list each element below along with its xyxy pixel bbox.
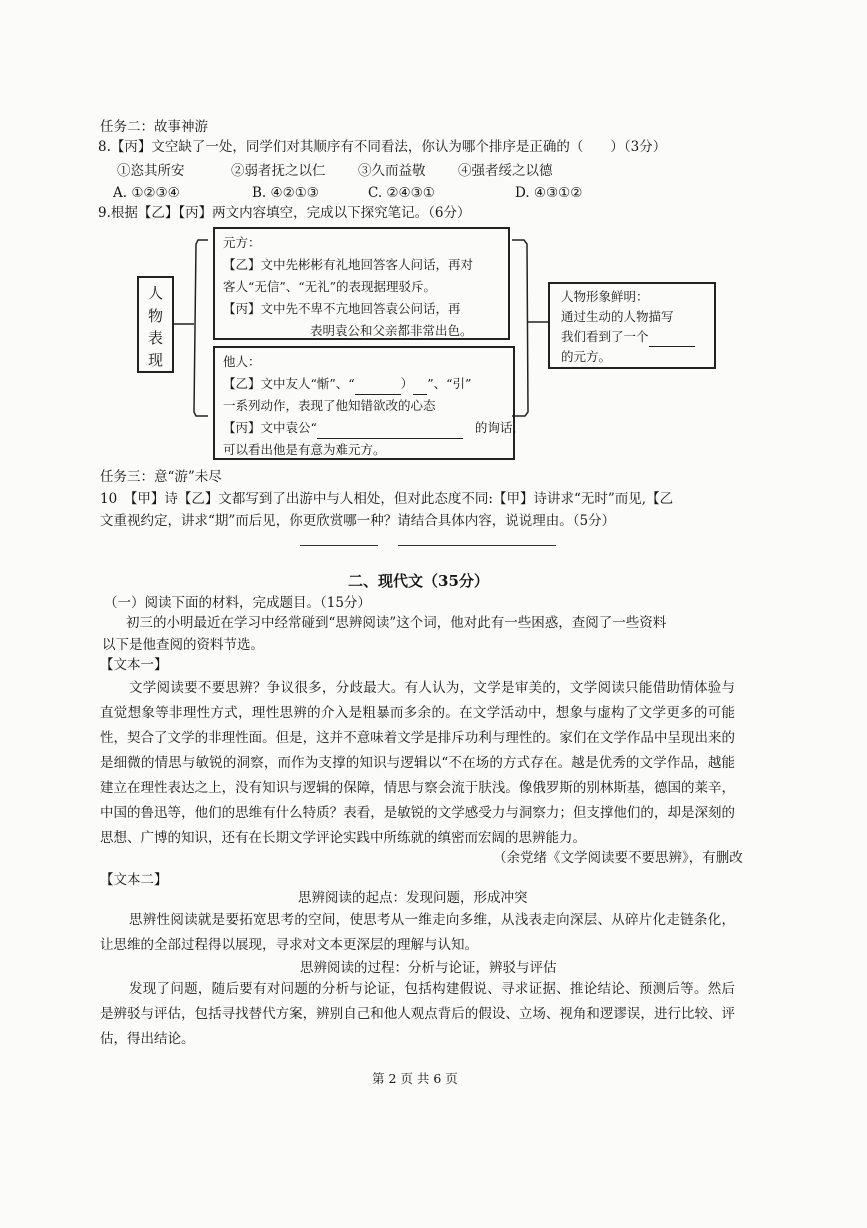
- section2-title: 二、现代文（35分）: [348, 572, 489, 590]
- q8-option-c: C. ②④③①: [368, 185, 435, 201]
- yuanfang-box: [213, 227, 510, 340]
- yuanfang-heading: 元方：: [223, 235, 261, 250]
- text1-body: 文学阅读要不要思辨？争议很多，分歧最大。有人认为，文学是审美的，文学阅读只能借助情体验与直觉想象等非理性方式，理性思辨的介入是粗暴而多余的。在文学活动中，想象与虚构了文学更多的可能性，契合了文学的非理性面。但是，这并不意味着文学是排斥功利与理性的。家们在文学作品中呈现出来的是细微的情思与敏锐的洞察，而作为支撑的知识与逻辑以“不在场的方式存在。越是优秀的文学作品，越能建立在理性表达之上，没有知识与逻辑的保障，情思与察会流于肤浅。像俄罗斯的别林斯基，德国的莱辛，中国的鲁迅等，他们的思维有什么特质？表看，是敏锐的文学感受力与洞察力；但支撑他们的，却是深刻的思想、广博的知识，还有在长期文学评论实践中所练就的缜密而宏阔的思辨能力。: [100, 680, 735, 846]
- divider-left: [300, 545, 378, 546]
- page-number: 第 2 页 共 6 页: [372, 1071, 458, 1086]
- yuanfang-line-4: 表明袁公和父亲都非常出色。: [310, 323, 473, 338]
- character-portrayal-label-box: [137, 276, 174, 373]
- q8-options: [113, 183, 582, 203]
- q8-option-d: D. ④③①②: [515, 185, 583, 201]
- q10-line-2: 文重视约定，讲求“期”而后见，你更欣赏哪一种？请结合具体内容，说说理由。（5分）: [100, 513, 616, 529]
- q8-item-3: ③久而益敬: [358, 163, 426, 179]
- text1-source: （余党绪《文学阅读要不要思辨》，有删改: [493, 850, 743, 866]
- character-image-box: [548, 282, 716, 369]
- others-line-4: 可以看出他是有意为难元方。: [223, 442, 386, 457]
- text2-subheading-2: 思辨阅读的过程：分析与论证，辨驳与评估: [300, 960, 557, 976]
- others-heading: 他人：: [223, 354, 261, 369]
- q10-line-1: 10 【甲】诗【乙】文都写到了出游中与人相处，但对此态度不同:【甲】诗讲求“无时”而见,【乙: [100, 491, 674, 507]
- yuanfang-line-1: 【乙】文中先彬彬有礼地回答客人问话，再对: [223, 257, 474, 272]
- q8-option-b: B. ④②①③: [252, 185, 319, 201]
- left-label-char-1: 人: [147, 284, 163, 302]
- left-label-char-4: 现: [147, 351, 163, 369]
- divider-right: [398, 545, 556, 546]
- left-label-char-2: 物: [147, 307, 163, 325]
- text2-paragraph-1: 思辨性阅读就是要拓宽思考的空间，使思考从一维走向多维，从浅表走向深层、从碎片化走链条化，让思维的全部过程得以展现，寻求对文本更深层的理解与认知。: [100, 912, 735, 953]
- q8-stem: 8.【丙】文空缺了一处，同学们对其顺序有不同看法，你认为哪个排序是正确的（ ）（3分）: [98, 139, 667, 155]
- image-line-4: 的元方。: [561, 349, 612, 364]
- task2-title: 任务二：故事神游: [100, 119, 208, 135]
- image-line-3: 我们看到了一个: [561, 327, 703, 347]
- image-line-2: 通过生动的人物描写: [561, 309, 674, 324]
- part1-heading: （一）阅读下面的材料，完成题目。（15分）: [104, 595, 371, 611]
- text2-paragraph-2: 发现了问题，随后要有对问题的分析与论证，包括构建假说、寻求证据、推论结论、预测后等。然后是辨驳与评估，包括寻找替代方案，辨别自己和他人观点背后的假设、立场、视角和逻谬误，进行比较、评估，得出结论。: [100, 981, 735, 1047]
- q8-item-2: ②弱者抚之以仁: [231, 163, 326, 179]
- text2-label: 【文本二】: [100, 872, 168, 888]
- others-line-2: 一系列动作，表现了他知错欲改的心态: [223, 398, 436, 413]
- image-line-1: 人物形象鲜明：: [561, 289, 649, 304]
- answer-blank-image[interactable]: [649, 346, 695, 347]
- task3-title: 任务三：意“游”未尽: [100, 469, 222, 485]
- q9-stem: 9.根据【乙】【丙】两文内容填空，完成以下探究笔记。（6分）: [98, 205, 471, 221]
- others-box: [213, 346, 525, 460]
- text2-subheading-1: 思辨阅读的起点：发现问题，形成冲突: [298, 890, 528, 906]
- yuanfang-line-2: 客人“无信”、“无礼”的表现据理驳斥。: [223, 279, 437, 294]
- others-line-3: 【丙】文中袁公“ 的询话，: [223, 417, 505, 439]
- q8-item-4: ④强者绥之以德: [458, 163, 553, 179]
- left-label-char-3: 表: [147, 329, 163, 347]
- text1-label: 【文本一】: [100, 657, 168, 673]
- yuanfang-line-3: 【丙】文中先不卑不亢地回答袁公问话，再: [223, 301, 461, 316]
- others-line-1: 【乙】文中友人“惭”、“ ） ”、“引”: [223, 373, 505, 395]
- q8-items: [117, 161, 553, 181]
- intro-line-2: 以下是他查阅的资料节选。: [102, 637, 264, 653]
- intro-line-1: 初三的小明最近在学习中经常碰到“思辨阅读”这个词，他对此有一些困惑，查阅了一些资料: [126, 615, 667, 631]
- q8-option-a: A. ①②③④: [113, 185, 180, 201]
- q8-item-1: ①恣其所安: [117, 163, 185, 179]
